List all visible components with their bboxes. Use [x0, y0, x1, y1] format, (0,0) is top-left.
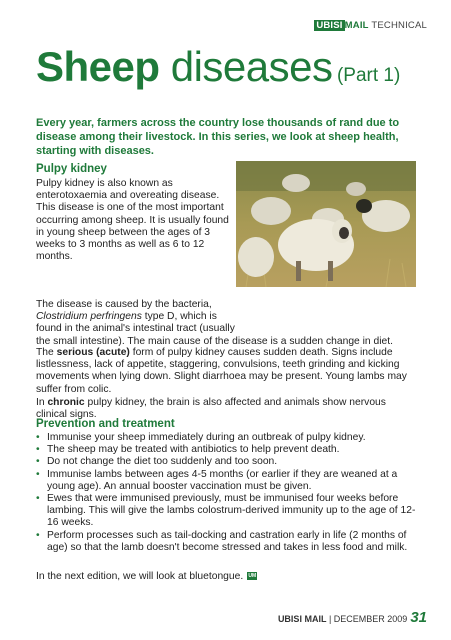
cause-line-2-rest: type D, which is	[141, 311, 217, 323]
chronic-term: chronic	[47, 397, 85, 408]
acute-form-paragraph	[36, 347, 418, 396]
chronic-pre: In	[36, 397, 48, 408]
list-item: • Do not change the diet too suddenly and too soon.	[36, 456, 418, 468]
list-item: • The sheep may be treated with antibiotics to help prevent death.	[36, 444, 418, 456]
page-footer	[278, 609, 427, 626]
cause-line-4: the small intestine). The main cause of the disease is a sudden change in diet.	[36, 335, 393, 347]
title-bold: Sheep	[36, 43, 160, 90]
footer-date: DECEMBER 2009	[333, 614, 408, 624]
brand-mail: MAIL	[344, 20, 369, 31]
page-number: 31	[410, 609, 427, 626]
cause-line-2	[36, 311, 236, 323]
cause-line-3: found in the animal's intestinal tract (usually	[36, 323, 235, 335]
acute-rest: form of pulpy kidney causes sudden death. Signs include listlessness, lack of appetite, staggering, convulsions, teeth grinding and kicking movements when lying down. Slight diarrhoea may be present. Young lambs may suffer from colic.	[36, 347, 407, 395]
list-item: • Perform processes such as tail-docking and castration early in life (2 months of age) so that the lamb doesn't become stressed and takes in less food and milk.	[36, 530, 418, 554]
list-item: • Immunise lambs between ages 4-5 months (or earlier if they are weaned at a young age). An annual booster vaccination must be given.	[36, 469, 418, 493]
prevention-list	[36, 432, 418, 554]
list-item: • Ewes that were immunised previously, must be immunised four weeks before lambing. This will give the lambs colostrum-derived immunity up to the age of 12-16 weeks.	[36, 493, 418, 530]
footer-separator: |	[326, 614, 334, 624]
chronic-rest: pulpy kidney, the brain is also affected and animals show nervous clinical signs.	[36, 397, 386, 421]
cause-line-1: The disease is caused by the bacteria,	[36, 299, 212, 310]
title-part: (Part 1)	[336, 65, 401, 86]
acute-pre: The	[36, 347, 57, 358]
end-mark-icon: UM	[248, 573, 257, 580]
sheep-photo	[236, 161, 416, 287]
intro-paragraph: Every year, farmers across the country lose thousands of rand due to disease among their livestock. In this series, we look at sheep health, starting with diseases.	[36, 117, 400, 157]
pulpy-kidney-description: Pulpy kidney is also known as enterotoxaemia and overeating disease. This disease is one of the most important occurring among sheep. It is usually found in young sheep between the ages of 3 weeks to 3 months as well as 6 to 12 months.	[36, 178, 229, 263]
footer-magazine: UBISI MAIL	[277, 614, 327, 624]
title-light: diseases	[159, 43, 333, 90]
magazine-section-label	[314, 20, 427, 31]
page-title	[36, 43, 401, 90]
acute-term: serious (acute)	[56, 347, 130, 358]
bacteria-name: Clostridium perfringens	[36, 311, 142, 323]
prevention-heading: Prevention and treatment	[36, 418, 175, 430]
pulpy-kidney-heading: Pulpy kidney	[36, 163, 107, 175]
brand-ubisi: UBISI	[316, 20, 343, 31]
list-item: • Immunise your sheep immediately during an outbreak of pulpy kidney.	[36, 432, 418, 444]
next-edition-note	[36, 571, 257, 582]
section-name: TECHNICAL	[368, 20, 427, 31]
next-edition-text: In the next edition, we will look at bluetongue.	[36, 571, 244, 582]
disease-cause-paragraph	[36, 299, 418, 348]
